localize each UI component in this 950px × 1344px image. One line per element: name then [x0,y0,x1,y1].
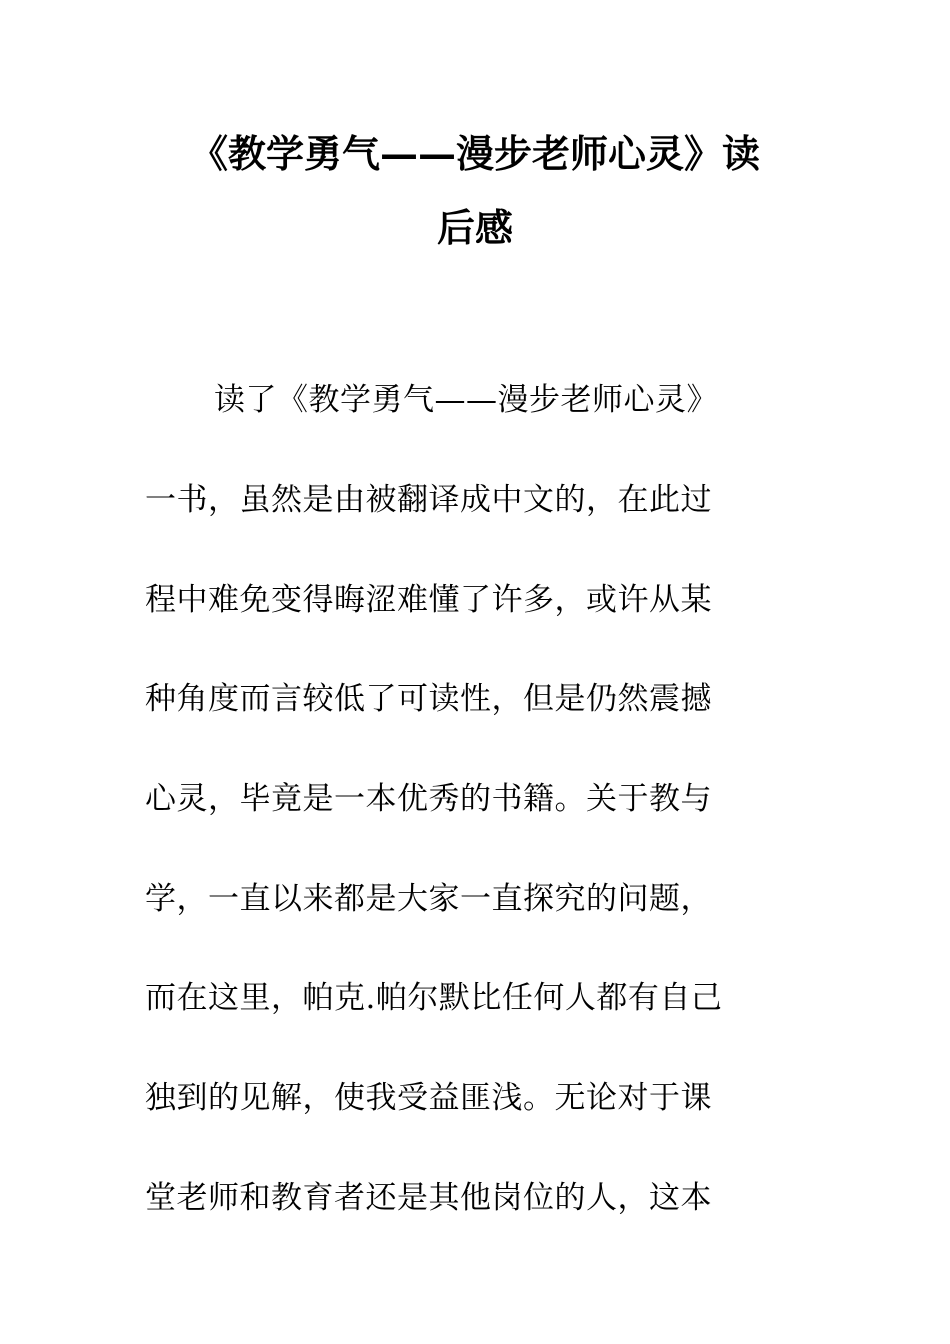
paragraph-line-8: 独到的见解，使我受益匪浅。无论对于课 [145,1080,712,1116]
paragraph-line-2: 一书，虽然是由被翻译成中文的，在此过 [145,482,712,518]
document-title-line-1: 《教学勇气——漫步老师心灵》读 [189,131,760,176]
paragraph-line-1: 读了《教学勇气——漫步老师心灵》 [214,382,718,418]
document-title-line-2: 后感 [436,205,513,250]
paragraph-line-3: 程中难免变得晦涩难懂了许多，或许从某 [145,582,712,618]
paragraph-line-9: 堂老师和教育者还是其他岗位的人，这本 [145,1180,712,1216]
paragraph-line-7: 而在这里，帕克.帕尔默比任何人都有自己 [145,980,723,1016]
paragraph-line-5: 心灵，毕竟是一本优秀的书籍。关于教与 [145,781,712,817]
paragraph-line-4: 种角度而言较低了可读性，但是仍然震撼 [145,681,712,717]
paragraph-line-6: 学，一直以来都是大家一直探究的问题， [145,881,712,917]
